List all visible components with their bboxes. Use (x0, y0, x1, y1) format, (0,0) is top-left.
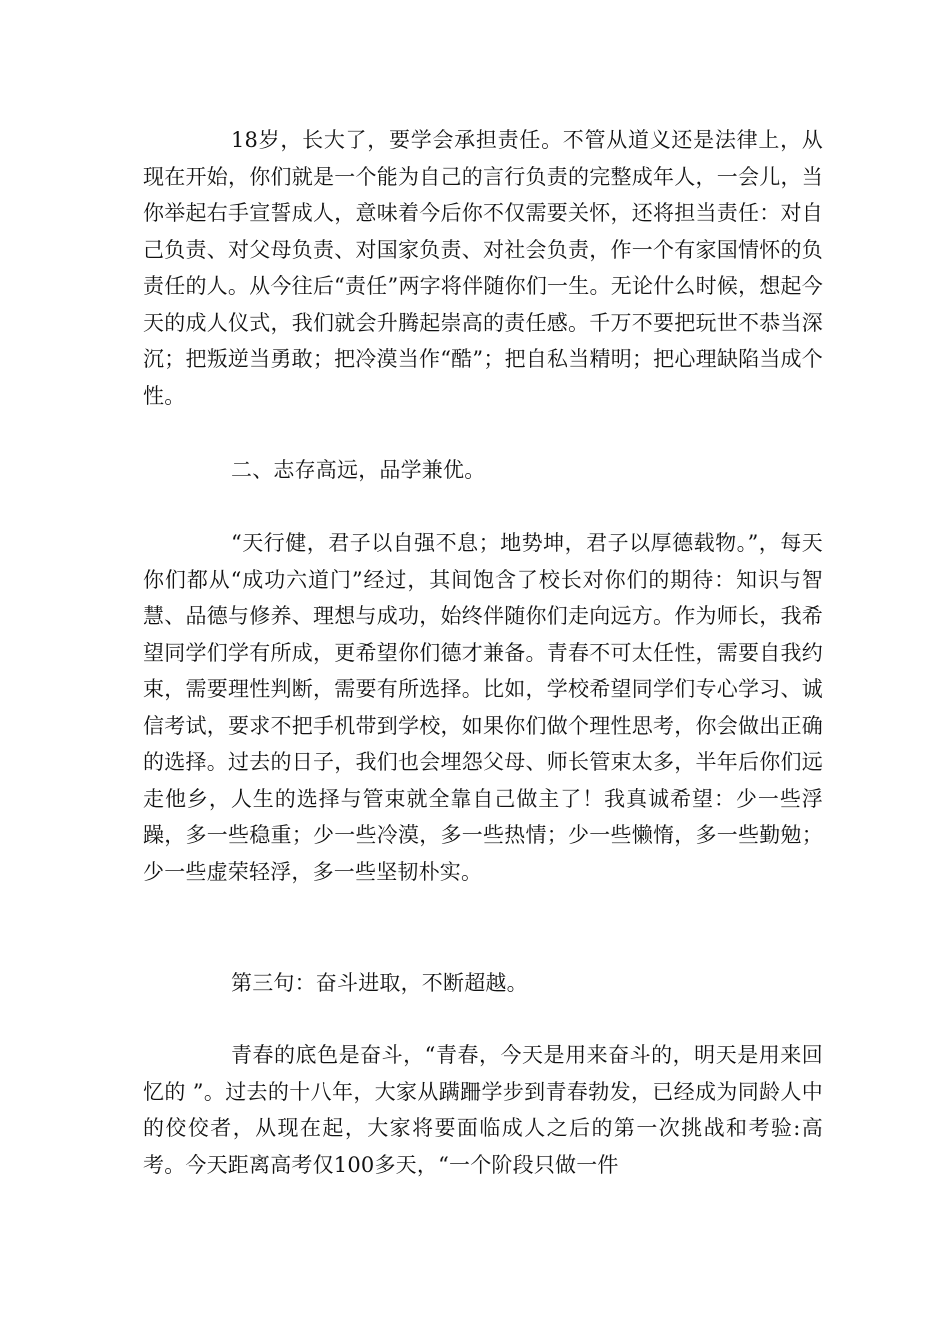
paragraph-striving: 青春的底色是奋斗，“青春，今天是用来奋斗的，明天是用来回忆的 ”。过去的十八年，大家从蹒跚学步到青春勃发，已经成为同龄人中的佼佼者，从现在起，大家将要面临成人之后的第一次挑战和考验:高考。今天距离高考仅100多天，“一个阶段只做一件 (143, 1043, 823, 1177)
paragraph-responsibility: 18岁，长大了，要学会承担责任。不管从道义还是法律上，从现在开始，你们就是一个能为自己的言行负责的完整成年人，一会儿，当你举起右手宣誓成人，意味着今后你不仅需要关怀，还将担当责任：对自己负责、对父母负责、对国家负责、对社会负责，作一个有家国情怀的负责任的人。从今往后“责任”两字将伴随你们一生。无论什么时候，想起今天的成人仪式，我们就会升腾起崇高的责任感。千万不要把玩世不恭当深沉；把叛逆当勇敢；把冷漠当作“酷”；把自私当精明；把心理缺陷当成个性。 (143, 128, 823, 408)
paragraph-ambition: “天行健，君子以自强不息；地势坤，君子以厚德载物。”，每天你们都从“成功六道门”经过，其间饱含了校长对你们的期待：知识与智慧、品德与修养、理想与成功，始终伴随你们走向远方。作为师长，我希望同学们学有所成，更希望你们德才兼备。青春不可太任性，需要自我约束，需要理性判断，需要有所选择。比如，学校希望同学们专心学习、诚信考试，要求不把手机带到学校，如果你们做个理性思考，你会做出正确的选择。过去的日子，我们也会埋怨父母、师长管束太多，半年后你们远走他乡，人生的选择与管束就全靠自己做主了！我真诚希望：少一些浮躁，多一些稳重；少一些冷漠，多一些热情；少一些懒惰，多一些勤勉；少一些虚荣轻浮，多一些坚韧朴实。 (143, 531, 823, 884)
section-heading-two: 二、志存高远，品学兼优。 (231, 458, 486, 482)
section-heading-three: 第三句：奋斗进取，不断超越。 (231, 971, 528, 995)
